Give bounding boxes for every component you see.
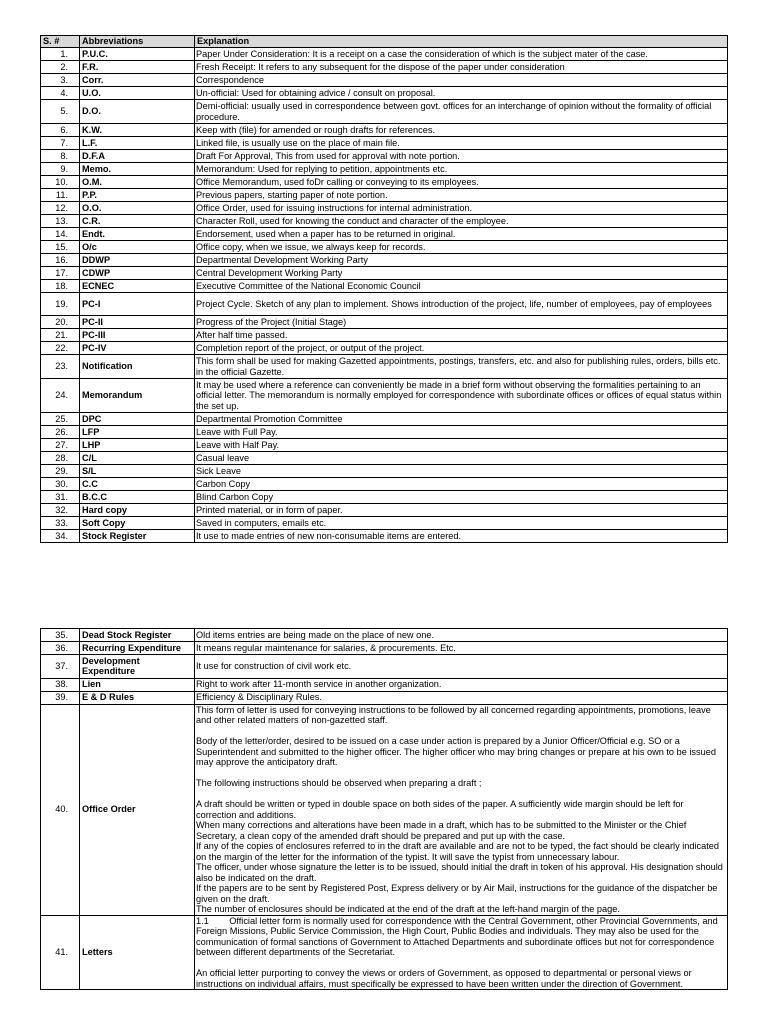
row-explanation: Departmental Promotion Committee xyxy=(195,412,728,425)
row-explanation: Draft For Approval, This from used for approval with note portion. xyxy=(195,149,728,162)
row-abbreviation: Dead Stock Register xyxy=(80,629,195,642)
row-abbreviation: Corr. xyxy=(80,74,195,87)
row-number: 2. xyxy=(41,61,80,74)
row-explanation: Printed material, or in form of paper. xyxy=(195,503,728,516)
row-explanation: Departmental Development Working Party xyxy=(195,253,728,266)
header-abbreviations: Abbreviations xyxy=(80,36,195,48)
row-abbreviation: ECNEC xyxy=(80,279,195,292)
row-number: 13. xyxy=(41,214,80,227)
row-abbreviation: B.C.C xyxy=(80,490,195,503)
row-explanation xyxy=(195,915,728,990)
paragraph: The following instructions should be observed when preparing a draft ; xyxy=(196,778,482,788)
row-abbreviation: Development Expenditure xyxy=(80,655,195,679)
row-explanation: Leave with Half Pay. xyxy=(195,438,728,451)
table-row xyxy=(41,464,728,477)
row-explanation: Memorandum: Used for replying to petition, appointments etc. xyxy=(195,162,728,175)
row-abbreviation: C.C xyxy=(80,477,195,490)
table-row xyxy=(41,378,728,412)
paragraph: 1.1 Official letter form is normally used for correspondence with the Central Government, other Provincial Governments, and Foreign Missions, Public Service Commission, the High Court, Public Bodies and individuals. They may also be used for the communication of formal sanctions of Government to Attached Departments and subordinate offices but not for correspondence between different departments of the Secretariat. xyxy=(196,915,718,957)
row-number: 20. xyxy=(41,316,80,329)
row-abbreviation: LHP xyxy=(80,438,195,451)
table-row xyxy=(41,438,728,451)
header-explanation: Explanation xyxy=(195,36,728,48)
header-sno: S. # xyxy=(41,36,80,48)
row-explanation: Endorsement, used when a paper has to be returned in original. xyxy=(195,227,728,240)
table-row xyxy=(41,74,728,87)
row-number: 4. xyxy=(41,87,80,100)
row-number: 24. xyxy=(41,378,80,412)
row-abbreviation: L.F. xyxy=(80,136,195,149)
row-abbreviation: DPC xyxy=(80,412,195,425)
row-explanation: Sick Leave xyxy=(195,464,728,477)
row-explanation: Right to work after 11-month service in another organization. xyxy=(195,678,728,691)
row-abbreviation: P.P. xyxy=(80,188,195,201)
paragraph: Body of the letter/order, desired to be issued on a case under action is prepared by a Junior Officer/Official e.g. SO or a Superintendent and submitted to the higher officer. The higher officer who may bring changes or prepare at his own to be issued may approve the anticipatory draft. xyxy=(196,736,716,767)
paragraph: If any of the copies of enclosures referred to in the draft are available and are not to be typed, the fact should be clearly indicated on the margin of the letter for the information of the typist. It will save the typist from unnecessary labour. xyxy=(196,841,719,862)
row-explanation: It use for construction of civil work etc. xyxy=(195,655,728,679)
table-row xyxy=(41,529,728,542)
row-abbreviation: Notification xyxy=(80,355,195,379)
table-row xyxy=(41,292,728,316)
row-number: 5. xyxy=(41,100,80,124)
row-number: 8. xyxy=(41,149,80,162)
row-abbreviation: O.O. xyxy=(80,201,195,214)
table-row xyxy=(41,253,728,266)
table-row-letters xyxy=(41,915,728,990)
row-number: 7. xyxy=(41,136,80,149)
row-explanation: Paper Under Consideration: It is a receipt on a case the consideration of which is the subject mater of the case. xyxy=(195,48,728,61)
row-explanation: Efficiency & Disciplinary Rules. xyxy=(195,691,728,704)
row-number: 30. xyxy=(41,477,80,490)
table-row xyxy=(41,227,728,240)
row-abbreviation: PC-II xyxy=(80,316,195,329)
row-number: 9. xyxy=(41,162,80,175)
row-number: 26. xyxy=(41,425,80,438)
row-number: 11. xyxy=(41,188,80,201)
row-number: 28. xyxy=(41,451,80,464)
table-row xyxy=(41,678,728,691)
row-abbreviation: O/c xyxy=(80,240,195,253)
row-number: 10. xyxy=(41,175,80,188)
row-explanation: Central Development Working Party xyxy=(195,266,728,279)
row-explanation: Un-official: Used for obtaining advice / consult on proposal. xyxy=(195,87,728,100)
row-abbreviation: D.F.A xyxy=(80,149,195,162)
table-row xyxy=(41,279,728,292)
row-abbreviation: PC-III xyxy=(80,329,195,342)
row-abbreviation: Stock Register xyxy=(80,529,195,542)
row-abbreviation: U.O. xyxy=(80,87,195,100)
row-explanation xyxy=(195,704,728,915)
row-explanation: Project Cycle. Sketch of any plan to implement. Shows introduction of the project, life, number of employees, pay of employees xyxy=(195,292,728,316)
table-row xyxy=(41,48,728,61)
table-row xyxy=(41,451,728,464)
row-explanation: Executive Committee of the National Economic Council xyxy=(195,279,728,292)
row-number: 36. xyxy=(41,642,80,655)
row-explanation: Office Memorandum, used foDr calling or conveying to its employees. xyxy=(195,175,728,188)
table-row xyxy=(41,123,728,136)
row-abbreviation: PC-I xyxy=(80,292,195,316)
table-row xyxy=(41,516,728,529)
row-number: 18. xyxy=(41,279,80,292)
row-explanation: Office copy, when we issue, we always keep for records. xyxy=(195,240,728,253)
row-abbreviation: Lien xyxy=(80,678,195,691)
table-row xyxy=(41,316,728,329)
row-abbreviation: S/L xyxy=(80,464,195,477)
row-abbreviation: DDWP xyxy=(80,253,195,266)
row-number: 16. xyxy=(41,253,80,266)
row-abbreviation: Memorandum xyxy=(80,378,195,412)
row-explanation: Character Roll, used for knowing the conduct and character of the employee. xyxy=(195,214,728,227)
table-row xyxy=(41,342,728,355)
row-explanation: Leave with Full Pay. xyxy=(195,425,728,438)
row-number: 33. xyxy=(41,516,80,529)
table-row xyxy=(41,240,728,253)
row-explanation: Casual leave xyxy=(195,451,728,464)
row-number: 17. xyxy=(41,266,80,279)
paragraph-gap xyxy=(196,789,725,800)
table-row xyxy=(41,355,728,379)
row-explanation: Saved in computers, emails etc. xyxy=(195,516,728,529)
paragraph: The number of enclosures should be indicated at the end of the draft at the left-hand margin of the page. xyxy=(196,904,620,914)
row-number: 34. xyxy=(41,529,80,542)
table-header-row xyxy=(41,36,728,48)
row-explanation: This form shall be used for making Gazetted appointments, postings, transfers, etc. and also for publishing rules, orders, bills etc. in the official Gazette. xyxy=(195,355,728,379)
row-abbreviation: P.U.C. xyxy=(80,48,195,61)
table-row xyxy=(41,425,728,438)
row-explanation: After half time passed. xyxy=(195,329,728,342)
row-number: 23. xyxy=(41,355,80,379)
row-abbreviation: CDWP xyxy=(80,266,195,279)
paragraph: If the papers are to be sent by Registered Post, Express delivery or by Air Mail, instructions for the guidance of the dispatcher be given on the draft. xyxy=(196,883,718,904)
row-explanation: Blind Carbon Copy xyxy=(195,490,728,503)
table-row xyxy=(41,214,728,227)
table-row xyxy=(41,655,728,679)
row-number: 15. xyxy=(41,240,80,253)
paragraph-gap xyxy=(196,726,725,737)
row-number: 38. xyxy=(41,678,80,691)
row-abbreviation: Letters xyxy=(80,915,195,990)
row-number: 19. xyxy=(41,292,80,316)
table-row xyxy=(41,691,728,704)
table-row xyxy=(41,642,728,655)
row-number: 22. xyxy=(41,342,80,355)
row-explanation: Correspondence xyxy=(195,74,728,87)
paragraph: An official letter purporting to convey the views or orders of Government, as opposed to departmental or personal views or instructions on individual affairs, must specifically be expressed to have been written under the direction of Government. xyxy=(196,968,692,989)
paragraph-gap xyxy=(196,958,725,969)
table-row xyxy=(41,162,728,175)
paragraph: A draft should be written or typed in double space on both sides of the paper. A sufficiently wide margin should be left for correction and additions. xyxy=(196,799,684,820)
row-explanation: Old items entries are being made on the place of new one. xyxy=(195,629,728,642)
table-row xyxy=(41,87,728,100)
row-number: 39. xyxy=(41,691,80,704)
row-number: 40. xyxy=(41,704,80,915)
row-explanation: It use to made entries of new non-consumable items are entered. xyxy=(195,529,728,542)
row-number: 29. xyxy=(41,464,80,477)
row-explanation: Keep with (file) for amended or rough drafts for references. xyxy=(195,123,728,136)
table-row xyxy=(41,412,728,425)
table-row xyxy=(41,61,728,74)
row-number: 31. xyxy=(41,490,80,503)
table-row xyxy=(41,477,728,490)
row-abbreviation: K.W. xyxy=(80,123,195,136)
paragraph: This form of letter is used for conveying instructions to be followed by all concerned regarding appointments, promotions, leave and other related matters of non-gazetted staff. xyxy=(196,704,711,725)
row-abbreviation: LFP xyxy=(80,425,195,438)
row-number: 6. xyxy=(41,123,80,136)
paragraph: The officer, under whose signature the letter is to be issued, should initial the draft in token of his approval. His designation should also be indicated on the draft. xyxy=(196,862,723,883)
row-number: 1. xyxy=(41,48,80,61)
row-explanation: Demi-official: usually used in correspondence between govt. offices for an interchange of opinion without the formality of official procedure. xyxy=(195,100,728,124)
table-row xyxy=(41,329,728,342)
row-abbreviation: E & D Rules xyxy=(80,691,195,704)
row-number: 3. xyxy=(41,74,80,87)
row-abbreviation: Soft Copy xyxy=(80,516,195,529)
row-number: 14. xyxy=(41,227,80,240)
row-number: 37. xyxy=(41,655,80,679)
table-row xyxy=(41,201,728,214)
row-abbreviation: Endt. xyxy=(80,227,195,240)
table-row xyxy=(41,629,728,642)
row-abbreviation: C/L xyxy=(80,451,195,464)
table-row xyxy=(41,136,728,149)
table-row xyxy=(41,503,728,516)
row-number: 25. xyxy=(41,412,80,425)
row-explanation: It may be used where a reference can conveniently be made in a brief form without observing the formalities pertaining to an official letter. The memorandum is normally employed for correspondence with subordinate offices or offices of equal status within the set up. xyxy=(195,378,728,412)
row-explanation: Office Order, used for issuing instructions for internal administration. xyxy=(195,201,728,214)
row-number: 12. xyxy=(41,201,80,214)
row-explanation: Fresh Receipt: It refers to any subsequent for the dispose of the paper under consideration xyxy=(195,61,728,74)
row-abbreviation: C.R. xyxy=(80,214,195,227)
row-number: 21. xyxy=(41,329,80,342)
table-row xyxy=(41,266,728,279)
table-row xyxy=(41,490,728,503)
row-number: 32. xyxy=(41,503,80,516)
table-row xyxy=(41,188,728,201)
abbreviations-table-1 xyxy=(40,35,728,543)
row-abbreviation: F.R. xyxy=(80,61,195,74)
paragraph: When many corrections and alterations have been made in a draft, which has to be submitted to the Minister or the Chief Secretary, a clean copy of the amended draft should be prepared and put up with the case. xyxy=(196,820,687,841)
table-row-office-order xyxy=(41,704,728,915)
row-explanation: Progress of the Project (Initial Stage) xyxy=(195,316,728,329)
row-abbreviation: Recurring Expenditure xyxy=(80,642,195,655)
row-number: 27. xyxy=(41,438,80,451)
row-abbreviation: O.M. xyxy=(80,175,195,188)
row-explanation: Linked file, is usually use on the place of main file. xyxy=(195,136,728,149)
table-row xyxy=(41,175,728,188)
row-explanation: Carbon Copy xyxy=(195,477,728,490)
row-number: 35. xyxy=(41,629,80,642)
row-abbreviation: Memo. xyxy=(80,162,195,175)
row-number: 41. xyxy=(41,915,80,990)
row-abbreviation: D.O. xyxy=(80,100,195,124)
abbreviations-table-2 xyxy=(40,628,728,990)
table-row xyxy=(41,149,728,162)
row-abbreviation: PC-IV xyxy=(80,342,195,355)
row-explanation: Completion report of the project, or output of the project. xyxy=(195,342,728,355)
row-explanation: It means regular maintenance for salaries, & procurements. Etc. xyxy=(195,642,728,655)
table-row xyxy=(41,100,728,124)
paragraph-gap xyxy=(196,768,725,779)
row-abbreviation: Hard copy xyxy=(80,503,195,516)
row-explanation: Previous papers, starting paper of note portion. xyxy=(195,188,728,201)
row-abbreviation: Office Order xyxy=(80,704,195,915)
